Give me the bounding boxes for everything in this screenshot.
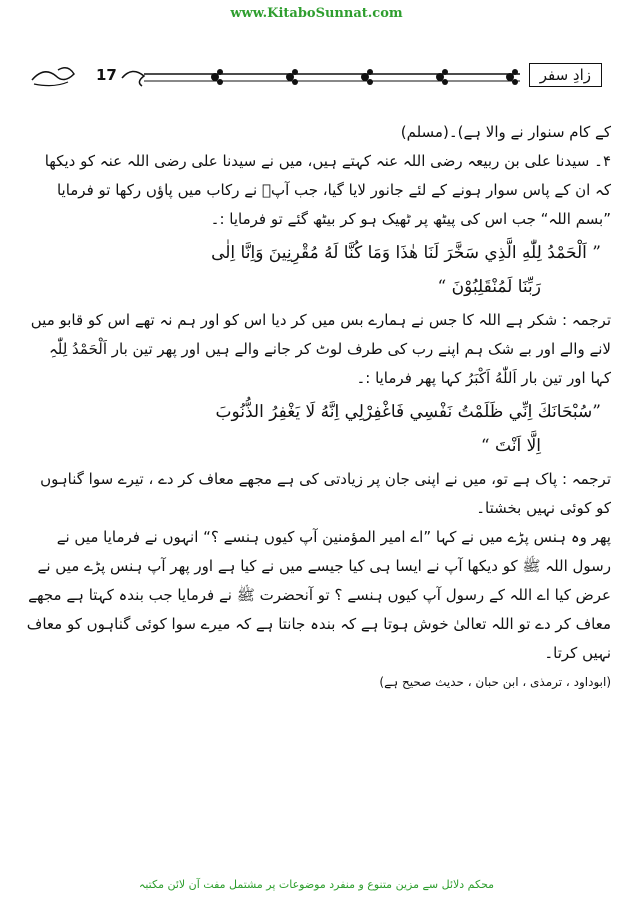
- arabic-supplication: [56, 236, 601, 304]
- arabic-supplication: [56, 395, 601, 463]
- ayah-line: اِلَّا اَنْتَ “: [480, 436, 541, 456]
- ayah-line: رَبِّنَا لَمُنْقَلِبُوْنَ “: [437, 277, 541, 297]
- paragraph: کے کام سنوار نے والا ہے)۔(مسلم): [400, 123, 611, 141]
- ayah-line: ”سُبْحَانَكَ اِنِّي ظَلَمْتُ نَفْسِي فَاغْفِرْلِي اِنَّهُ لَا يَغْفِرُ الذُّنُوبَ: [215, 402, 601, 422]
- translation: ترجمہ : پاک ہے تو، میں نے اپنی جان پر زیادتی کی ہے مجھے معاف کر دے ، تیرے سوا گناہوں کو کوئی نہیں بخشتا۔: [40, 470, 611, 517]
- paragraph: پھر وہ ہنس پڑے میں نے کہا ”اے امیر المؤمنین آپ کیوں ہنسے ؟“ انہوں نے فرمایا میں نے رسول اللہ ﷺ کو دیکھا آپ نے ایسا ہی کیا جیسے میں نے کیا ہے اور پھر آپ ہنس پڑے میں نے عرض کیا اے اللہ کے رسول آپ کیوں ہنسے ؟ تو آنحضرت ﷺ نے فرمایا جب بندہ کہتا ہے مجھے معاف کر دے تو اللہ تعالیٰ خوش ہوتا ہے کہ بندہ جانتا ہے کہ میرے سوا کوئی گناہوں کو معاف نہیں کرتا۔: [26, 528, 611, 662]
- translation: ترجمہ : شکر ہے اللہ کا جس نے ہمارے بس میں کر دیا اس کو اور ہم نہ تھے اس کو قابو میں لانے والے اور بے شک ہم اپنے رب کی طرف لوٹ کر جانے والے ہیں اور پھر تین بار اَلْحَمْدُ لِلّٰہِ کہا اور تین بار اَللّٰهُ اَكْبَرُ کہا پھر فرمایا :۔: [30, 311, 611, 387]
- page-body: [26, 118, 611, 697]
- reference: (ابوداود ، ترمذی ، ابن حبان ، حدیث صحیح ہے): [379, 675, 611, 689]
- site-url[interactable]: www.KitaboSunnat.com: [230, 6, 403, 21]
- ayah-line: ” اَلْحَمْدُ لِلّٰهِ الَّذِي سَخَّرَ لَنَا هٰذَا وَمَا كُنَّا لَهُ مُقْرِنِينَ وَاِنَّا اِلٰى: [211, 243, 601, 263]
- book-title: زادِ سفر: [529, 63, 602, 87]
- page-number: 17: [96, 66, 117, 84]
- page-header: [30, 60, 602, 94]
- paragraph: ۴۔ سیدنا علی بن ربیعہ رضی اللہ عنہ کہتے ہیں، میں نے سیدنا علی رضی اللہ عنہ کو دیکھا کہ ان کے پاس سوار ہونے کے لئے جانور لایا گیا، جب آپؓ نے رکاب میں پاؤں رکھا تو فرمایا ”بسم اللہ“ جب اس کی پیٹھ پر ٹھیک ہو کر بیٹھ گئے تو فرمایا :۔: [44, 152, 611, 228]
- footer-text: محکم دلائل سے مزین متنوع و منفرد موضوعات پر مشتمل مفت آن لائن مکتبہ: [138, 878, 495, 891]
